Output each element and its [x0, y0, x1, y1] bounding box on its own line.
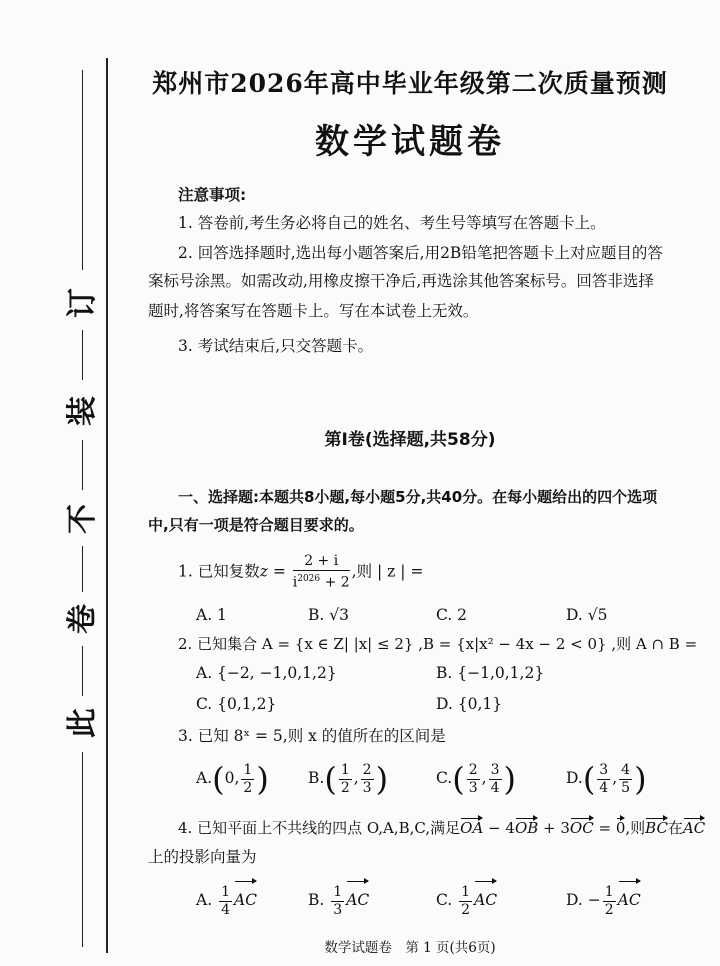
q3-c-num2: 3 — [490, 761, 500, 778]
q1-option-a: A. 1 — [196, 606, 227, 624]
binding-char: 卷 — [65, 604, 100, 634]
q3-a-num: 1 — [243, 761, 253, 778]
q4-prefix: 4. 已知平面上不共线的四点 O,A,B,C,满足 — [178, 819, 461, 837]
q1-d-value: √5 — [587, 606, 608, 624]
q2-option-a: A. {−2, −1,0,1,2} — [196, 664, 337, 682]
q3-b-den2: 3 — [362, 779, 372, 796]
q1-prefix: 1. 已知复数 — [178, 562, 260, 581]
q3-option-a: A.(0, $\frac{1}{2}$ ) — [196, 760, 269, 798]
notes-heading: 注意事项: — [178, 186, 247, 204]
q4-b-den: 3 — [333, 901, 343, 918]
q3-c-den2: 4 — [490, 779, 500, 796]
q1-den-tail: + 2 — [320, 574, 350, 591]
section-intro: 一、选择题:本题共8小题,每小题5分,共40分。在每小题给出的四个选项 — [178, 488, 658, 506]
q2-option-b: B. {−1,0,1,2} — [436, 664, 545, 682]
q4-d-num: 1 — [604, 883, 614, 900]
notes-line: 2. 回答选择题时,选出每小题答案后,用2B铅笔把答题卡上对应题目的答 — [178, 244, 663, 262]
q3-b-num1: 1 — [340, 761, 350, 778]
q3-d-label: D. — [566, 769, 583, 787]
q3-option-c: C.( $\frac{2}{3}$ , $\frac{3}{4}$ ) — [436, 760, 516, 798]
q1-option-b — [308, 604, 349, 626]
q3-a-left: 0 — [224, 769, 235, 787]
q1-numerator: 2 + i — [293, 553, 350, 571]
q4-a-den: 4 — [221, 901, 230, 918]
notes-line: 3. 考试结束后,只交答题卡。 — [178, 337, 374, 355]
q4-option-a — [196, 880, 257, 920]
binding-line — [106, 58, 108, 953]
binding-segment — [82, 646, 83, 696]
q4-a-num: 1 — [221, 883, 230, 900]
q4-vec-zero: 0 — [615, 819, 626, 837]
binding-char: 不 — [65, 504, 100, 534]
q1-fraction — [293, 553, 350, 592]
q4-b-vec: AC — [346, 880, 369, 920]
q1-eq: = — [267, 562, 291, 581]
q3-d-den1: 4 — [599, 779, 609, 796]
q4-b-num: 1 — [333, 883, 343, 900]
q4-eq: = — [593, 819, 616, 837]
q4-vec-ob: OB — [514, 819, 539, 837]
q1-den-exp: 2026 — [297, 574, 321, 584]
q3-option-b: B.( $\frac{1}{2}$ , $\frac{2}{3}$ ) — [308, 760, 389, 798]
q3-b-num2: 2 — [362, 761, 372, 778]
binding-segment — [82, 330, 83, 380]
q1-den-base: i — [292, 574, 298, 591]
q1-d-label: D. — [566, 606, 588, 624]
q4-vec-oc: OC — [569, 819, 594, 837]
q3-b-label: B. — [308, 769, 325, 787]
page-footer: 数学试题卷 第 1 页(共6页) — [324, 940, 496, 956]
q4-option-b — [308, 880, 369, 920]
q2-option-d: D. {0,1} — [436, 695, 503, 713]
binding-segment — [82, 70, 83, 270]
question-3-stem: 3. 已知 8ˣ = 5,则 x 的值所在的区间是 — [178, 727, 446, 745]
q3-d-num1: 3 — [599, 761, 609, 778]
q3-c-den1: 3 — [468, 779, 478, 796]
q3-d-num2: 4 — [621, 761, 631, 778]
q4-a-label: A. — [196, 891, 213, 909]
q3-a-den: 2 — [243, 779, 253, 796]
q1-b-value: √3 — [329, 606, 349, 624]
q3-c-label: C. — [436, 769, 453, 787]
q4-d-vec: AC — [618, 880, 641, 920]
q1-b-label: B. — [308, 606, 330, 624]
exam-title: 郑州市2026年高中毕业年级第二次质量预测 — [152, 69, 668, 98]
q4-mid: ,则 — [625, 819, 646, 837]
binding-segment — [82, 752, 83, 947]
q3-c-num1: 2 — [468, 761, 478, 778]
section-intro: 中,只有一项是符合题目要求的。 — [148, 516, 364, 534]
question-4-stem-line2: 上的投影向量为 — [148, 848, 257, 866]
section-title: 第Ⅰ卷(选择题,共58分) — [324, 430, 496, 450]
q4-on: 在 — [667, 819, 683, 837]
q3-d-den2: 5 — [621, 779, 631, 796]
binding-char: 此 — [65, 708, 100, 738]
q4-vec-oa: OA — [460, 819, 484, 837]
binding-char: 装 — [65, 396, 100, 426]
binding-segment — [82, 440, 83, 490]
q4-option-d — [566, 880, 641, 920]
binding-segment — [82, 546, 83, 592]
q4-b-label: B. — [308, 891, 325, 909]
q4-c-num: 1 — [461, 883, 471, 900]
q3-option-d: D.( $\frac{3}{4}$ , $\frac{4}{5}$ ) — [566, 760, 647, 798]
q2-option-c: C. {0,1,2} — [196, 695, 277, 713]
q4-d-den: 2 — [604, 901, 614, 918]
q1-suffix: ,则 | z | = — [351, 562, 424, 581]
q4-option-c — [436, 880, 497, 920]
question-1-stem — [178, 553, 423, 592]
exam-subtitle: 数学试题卷 — [315, 122, 505, 162]
q3-a-label: A. — [196, 769, 213, 787]
q4-minus4: − 4 — [483, 819, 515, 837]
q4-plus3: + 3 — [538, 819, 570, 837]
question-4-stem — [178, 817, 705, 839]
q4-c-label: C. — [436, 891, 453, 909]
q4-c-vec: AC — [474, 880, 497, 920]
q1-option-d — [566, 604, 607, 626]
binding-char: 订 — [65, 288, 100, 318]
q4-vec-bc: BC — [645, 819, 668, 837]
notes-line: 题时,将答案写在答题卡上。写在本试卷上无效。 — [148, 302, 479, 320]
q1-var: z — [259, 562, 268, 581]
q4-vec-ac: AC — [682, 819, 706, 837]
q4-d-label: D. − — [566, 891, 601, 909]
notes-line: 案标号涂黑。如需改动,用橡皮擦干净后,再选涂其他答案标号。回答非选择 — [148, 272, 654, 290]
q3-b-den1: 2 — [340, 779, 350, 796]
notes-line: 1. 答卷前,考生务必将自己的姓名、考生号等填写在答题卡上。 — [178, 214, 606, 232]
q1-option-c: C. 2 — [436, 606, 468, 624]
q4-a-vec: AC — [234, 880, 257, 920]
q1-denominator — [293, 571, 350, 592]
q4-c-den: 2 — [461, 901, 471, 918]
question-2-stem: 2. 已知集合 A = {x ∈ Z| |x| ≤ 2} ,B = {x|x² − 4x − 2 < 0} ,则 A ∩ B = — [178, 635, 698, 653]
